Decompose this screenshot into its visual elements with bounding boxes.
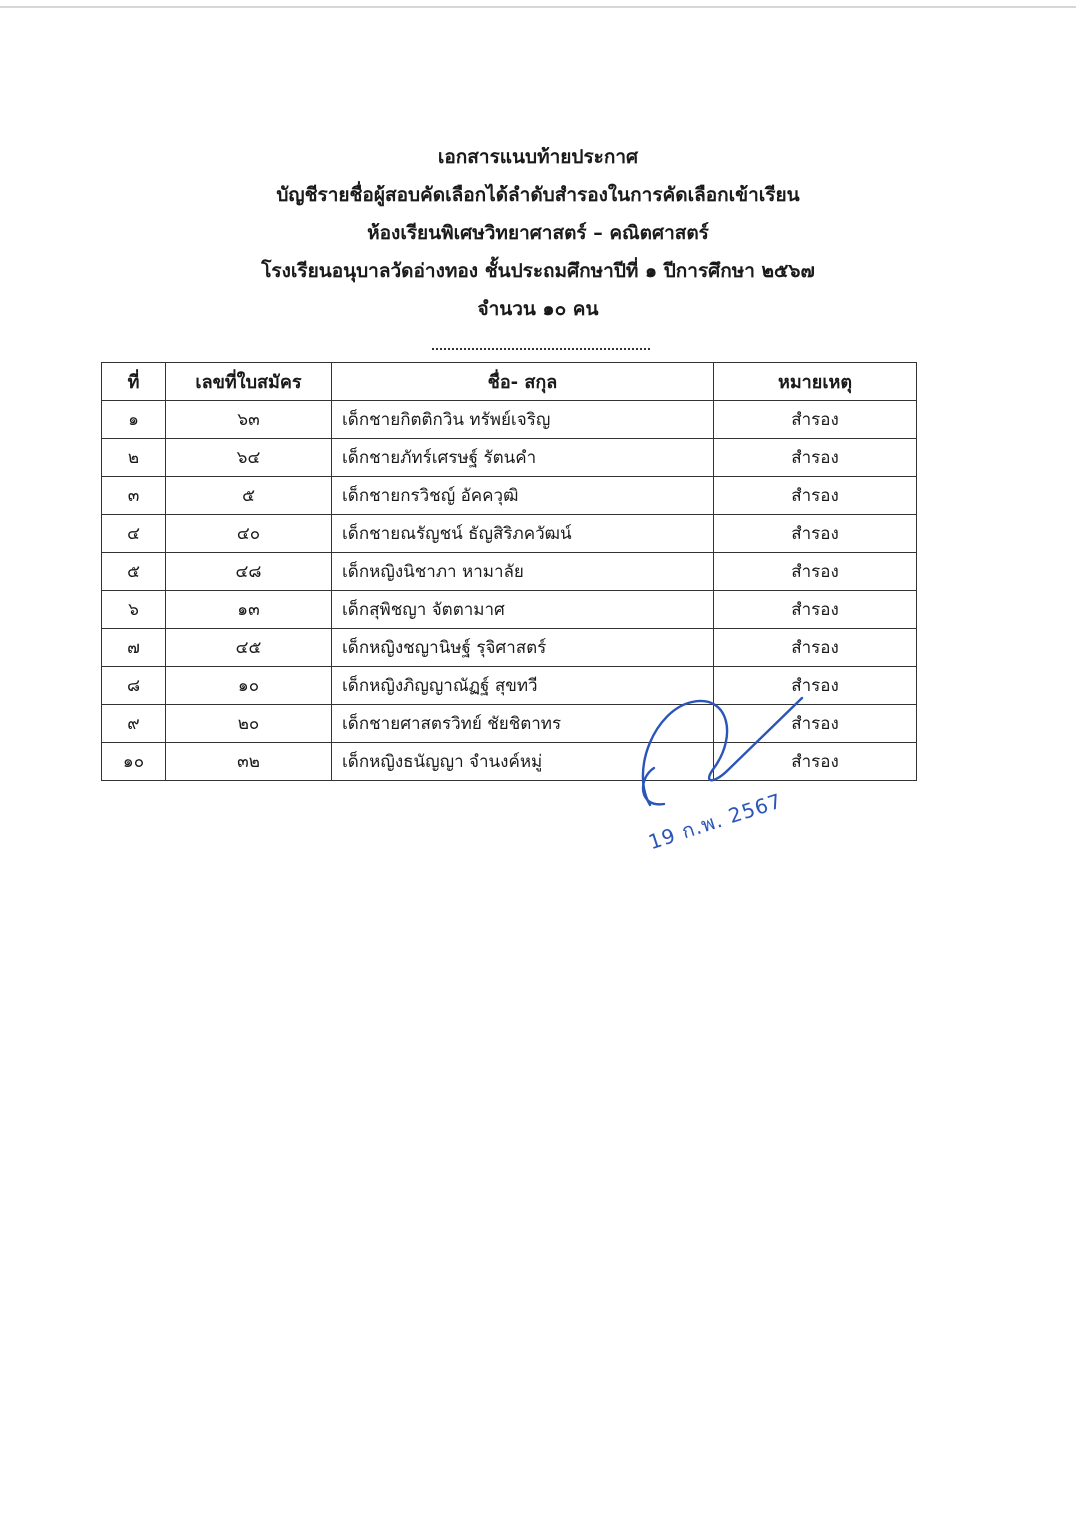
header-line-3: ห้องเรียนพิเศษวิทยาศาสตร์ – คณิตศาสตร์	[367, 222, 709, 244]
cell-application-no: ๓๒	[166, 743, 332, 781]
cell-application-no: ๔๕	[166, 629, 332, 667]
cell-no: ๙	[102, 705, 166, 743]
cell-no: ๘	[102, 667, 166, 705]
cell-no: ๑	[102, 401, 166, 439]
header-line-5: จำนวน ๑๐ คน	[477, 298, 599, 320]
page-top-rule	[0, 6, 1076, 8]
cell-name: เด็กชายณรัญชน์ ธัญสิริภควัฒน์	[332, 515, 714, 553]
cell-name: เด็กหญิงธนัญญา จำนงค์หมู่	[332, 743, 714, 781]
cell-no: ๗	[102, 629, 166, 667]
cell-no: ๑๐	[102, 743, 166, 781]
column-header-application-no: เลขที่ใบสมัคร	[166, 363, 332, 401]
cell-remark: สำรอง	[714, 553, 917, 591]
cell-remark: สำรอง	[714, 515, 917, 553]
table-row	[102, 515, 917, 553]
cell-name: เด็กชายภัทร์เศรษฐ์ รัตนคำ	[332, 439, 714, 477]
cell-remark: สำรอง	[714, 743, 917, 781]
cell-no: ๕	[102, 553, 166, 591]
column-header-no: ที่	[102, 363, 166, 401]
cell-name: เด็กสุพิชญา จัตตามาศ	[332, 591, 714, 629]
header-line-1: เอกสารแนบท้ายประกาศ	[437, 146, 639, 168]
cell-application-no: ๑๐	[166, 667, 332, 705]
table-row	[102, 401, 917, 439]
cell-remark: สำรอง	[714, 439, 917, 477]
cell-name: เด็กชายกิตติกวิน ทรัพย์เจริญ	[332, 401, 714, 439]
cell-no: ๔	[102, 515, 166, 553]
cell-application-no: ๔๐	[166, 515, 332, 553]
cell-application-no: ๒๐	[166, 705, 332, 743]
document-header	[0, 138, 1076, 328]
cell-application-no: ๑๓	[166, 591, 332, 629]
cell-application-no: ๕	[166, 477, 332, 515]
table-row	[102, 439, 917, 477]
cell-name: เด็กหญิงนิชาภา หามาลัย	[332, 553, 714, 591]
table-row	[102, 591, 917, 629]
cell-remark: สำรอง	[714, 477, 917, 515]
cell-name: เด็กชายกรวิชญ์ อัคควุฒิ	[332, 477, 714, 515]
dotted-separator	[432, 348, 650, 350]
cell-remark: สำรอง	[714, 667, 917, 705]
header-line-4: โรงเรียนอนุบาลวัดอ่างทอง ชั้นประถมศึกษาปีที่ ๑ ปีการศึกษา ๒๕๖๗	[261, 260, 815, 282]
cell-name: เด็กชายศาสตรวิทย์ ชัยชิตาทร	[332, 705, 714, 743]
cell-no: ๖	[102, 591, 166, 629]
cell-application-no: ๖๔	[166, 439, 332, 477]
cell-remark: สำรอง	[714, 591, 917, 629]
cell-application-no: ๔๘	[166, 553, 332, 591]
table-row	[102, 553, 917, 591]
header-line-2: บัญชีรายชื่อผู้สอบคัดเลือกได้ลำดับสำรองในการคัดเลือกเข้าเรียน	[276, 184, 800, 206]
cell-remark: สำรอง	[714, 705, 917, 743]
column-header-name: ชื่อ- สกุล	[332, 363, 714, 401]
cell-remark: สำรอง	[714, 401, 917, 439]
cell-name: เด็กหญิงชญานิษฐ์ รุจิศาสตร์	[332, 629, 714, 667]
cell-name: เด็กหญิงภิญญาณัฏฐ์ สุขทวี	[332, 667, 714, 705]
table-header-row	[102, 363, 917, 401]
cell-no: ๒	[102, 439, 166, 477]
column-header-remark: หมายเหตุ	[714, 363, 917, 401]
date-stamp: 19 ก.พ. 2567	[645, 788, 786, 855]
cell-application-no: ๖๓	[166, 401, 332, 439]
cell-no: ๓	[102, 477, 166, 515]
table-row	[102, 629, 917, 667]
table-row	[102, 477, 917, 515]
cell-remark: สำรอง	[714, 629, 917, 667]
